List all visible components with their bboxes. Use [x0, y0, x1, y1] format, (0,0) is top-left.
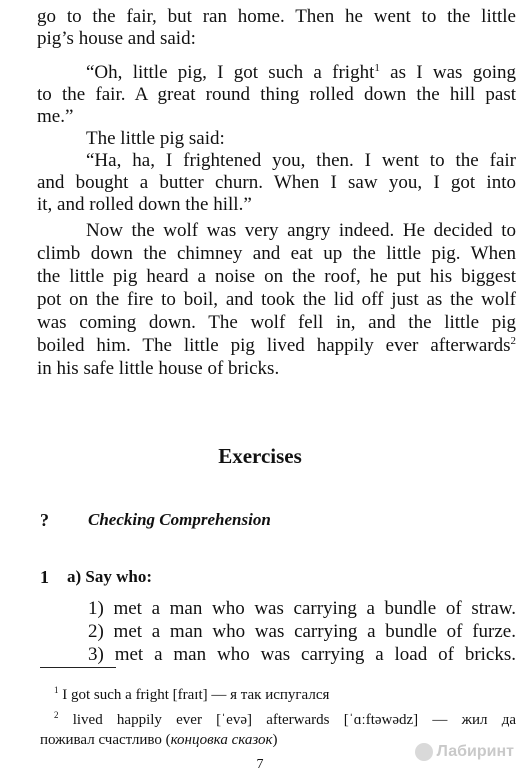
story-line-12: the little pig heard a noise on the roof, he put his biggest — [37, 266, 516, 287]
footnote-1: $^1$ I got such a fright [fraɪt] — я так испугался — [54, 685, 330, 703]
story-line-11: climb down the chimney and eat up the little pig. When — [37, 243, 516, 264]
story-line-14: was coming down. The wolf fell in, and the little pig — [37, 312, 516, 333]
story-line-8: and bought a butter churn. When I saw you, I got into — [37, 172, 516, 193]
story-line-7: “Ha, ha, I frightened you, then. I went to the fair — [86, 150, 516, 171]
page-number: 7 — [256, 757, 264, 772]
story-line-9: it, and rolled down the hill.” — [37, 194, 252, 215]
story-line-15: boiled him. The little pig lived happily ever afterwards$^2$ — [37, 335, 516, 356]
exercise-number: 1 — [40, 567, 49, 587]
labirint-watermark: Лабиринт — [415, 743, 514, 761]
question-mark-icon: ? — [40, 510, 49, 530]
story-line-3: “Oh, little pig, I got such a fright$^1$ as I was going — [86, 62, 516, 83]
story-line-13: pot on the fire to boil, and took the lid off just as the wolf — [37, 289, 516, 310]
story-line-4: to the fair. A great round thing rolled down the hill past — [37, 84, 516, 105]
story-line-5: me.” — [37, 106, 74, 127]
exercise-item-1: 1) met a man who was carrying a bundle of straw. — [88, 598, 516, 619]
story-line-16: in his safe little house of bricks. — [37, 358, 280, 379]
story-line-1: go to the fair, but ran home. Then he went to the little — [37, 6, 516, 27]
footnote-ref-1: 1 — [374, 62, 380, 74]
story-line-2: pig’s house and said: — [37, 28, 196, 49]
footnote-2-continued: поживал счастливо (концовка сказок) — [40, 732, 278, 748]
exercise-item-3: 3) met a man who was carrying a load of bricks. — [88, 644, 516, 665]
exercise-part-label: a) Say who: — [67, 567, 153, 586]
footnote-ref-2: 2 — [510, 335, 516, 347]
story-line-10: Now the wolf was very angry indeed. He decided to — [86, 220, 516, 241]
footnote-2: $^2$ lived happily ever [ˈevə] afterwards [ˈɑːftəwədz] — жил да — [54, 710, 516, 728]
story-line-6: The little pig said: — [86, 128, 225, 149]
exercises-heading: Exercises — [218, 444, 302, 468]
footnote-divider — [40, 667, 116, 668]
section-title: Checking Comprehension — [88, 510, 271, 529]
exercise-item-2: 2) met a man who was carrying a bundle of furze. — [88, 621, 516, 642]
